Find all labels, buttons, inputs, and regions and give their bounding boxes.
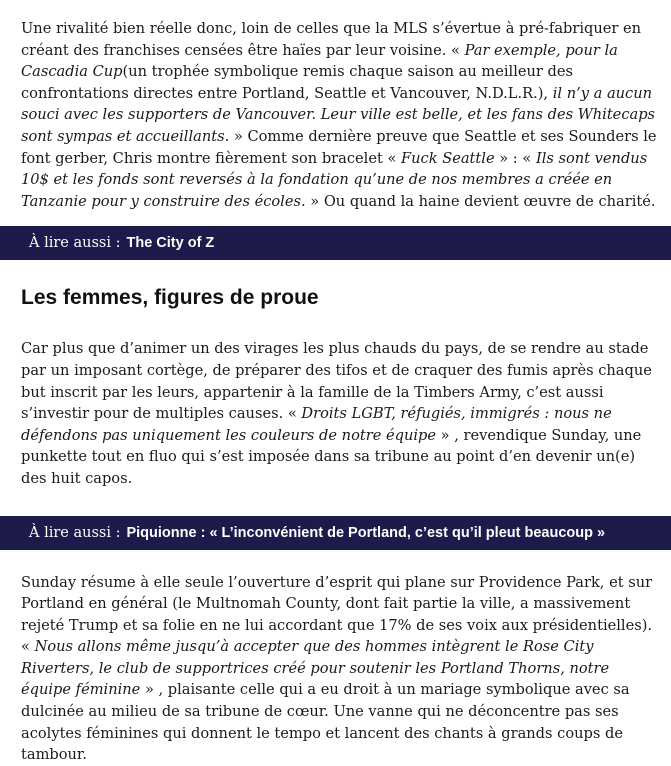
paragraph-causes [0,312,671,489]
section-heading: Les femmes, figures de proue [21,286,319,310]
read-also-banner [0,226,671,260]
read-also-banner [0,516,671,550]
quote-run: Ils sont vendus 10$ et les fonds sont reversés à la fondation qu’une de nos membres a créée en Tanzanie pour y construire des écoles. [21,149,648,210]
text-run: Une rivalité bien réelle donc, loin de celles que la MLS s’évertue à pré-fabriquer en créant des franchises censées être haïes par leur voisine. « [21,20,642,59]
paragraph-rivalry [0,0,671,212]
quote-run: Droits LGBT, réfugiés, immigrés : nous ne défendons pas uniquement les couleurs de notre équipe [21,405,612,444]
read-also-label: À lire aussi : [29,524,121,541]
text-run: » , revendique Sunday, une punkette tout en fluo qui s’est imposée dans sa tribune au point d’en devenir un(e) des huit capos. [21,426,642,487]
read-also-label: À lire aussi : [29,235,121,252]
paragraph-sunday [0,550,671,766]
quote-run: Nous allons même jusqu’à accepter que des hommes intègrent le Rose City Riverters, le club de supportrices créé pour soutenir les Portland Thorns, notre équipe féminine [21,638,610,699]
text-run: Car plus que d’animer un des virages les plus chauds du pays, de se rendre au stade par un imposant cortège, de préparer des tifos et de craquer des fumis après chaque but inscrit par les leurs, appartenir à la famille de la Timbers Army, c’est aussi s’investir pour de multiples causes. « [21,340,652,423]
quote-run: il n’y a aucun souci avec les supporters de Vancouver. Leur ville est belle, et les fans des Whitecaps sont sympas et accueillants. [21,84,656,145]
text-run: » Comme dernière preuve que Seattle et ses Sounders le font gerber, Chris montre fièrement son bracelet « [21,127,657,167]
read-also-link-city-of-z[interactable]: The City of Z [126,235,215,252]
text-run: » Ou quand la haine devient œuvre de charité. [305,192,656,210]
text-run: Sunday résume à elle seule l’ouverture d’esprit qui plane sur Providence Park, et sur Portland en général (le Multnomah County, dont fait partie la ville, a massivement rejeté Trump et sa folie en ne lui accordant que 17% de ses voix aux présidentielles). « [21,573,653,656]
text-run: (un trophée symbolique remis chaque saison au meilleur des confrontations directes entre Portland, Seattle et Vancouver, N.D.L.R.), [21,63,574,102]
read-also-link-piquionne[interactable]: Piquionne : « L’inconvénient de Portland, c’est qu’il pleut beaucoup » [126,524,606,541]
quote-run: Par exemple, pour la Cascadia Cup [21,41,618,81]
text-run: » , plaisante celle qui a eu droit à un mariage symbolique avec sa dulcinée au milieu de sa tribune de cœur. Une vanne qui ne déconcentre pas ses acolytes féminines qui donnent le tempo et lancent des chants à grands coups de tambour. [21,681,630,764]
quote-run: Fuck Seattle [401,149,495,167]
text-run: » : « [494,149,536,167]
